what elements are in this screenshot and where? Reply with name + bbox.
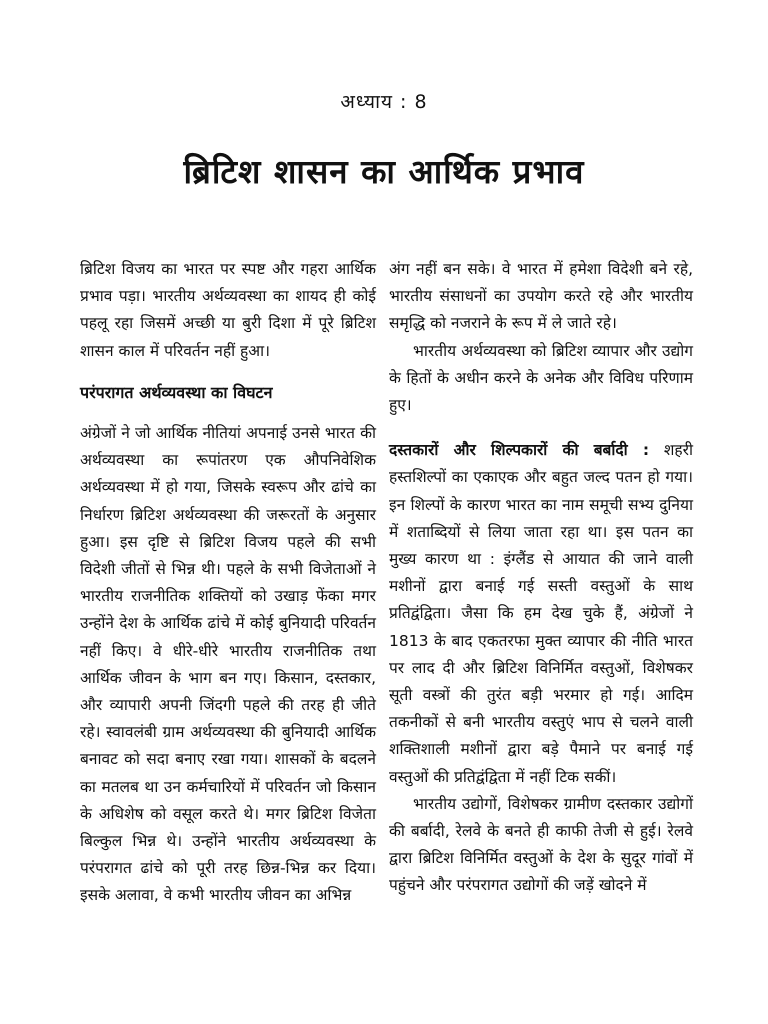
chapter-label: अध्याय : 8	[340, 91, 428, 113]
right-column	[389, 256, 693, 900]
body-paragraph: अंग्रेजों ने जो आर्थिक नीतियां अपनाई उनसे भारत की अर्थव्यवस्था का रूपांतरण एक औपनिवेशिक अर्थव्यवस्था में हो गया, जिसके स्वरूप और ढांचे का निर्धारण ब्रिटिश अर्थव्यवस्था की जरूरतों के अनुसार हुआ। इस दृष्टि से ब्रिटिश विजय पहले की सभी विदेशी जीतों से भिन्न थी। पहले के सभी विजेताओं ने भारतीय राजनीतिक शक्तियों को उखाड़ फेंका मगर उन्होंने देश के आर्थिक ढांचे में कोई बुनियादी परिवर्तन नहीं किए। वे धीरे-धीरे भारतीय राजनीतिक तथा आर्थिक जीवन के भाग बन गए। किसान, दस्तकार, और व्यापारी अपनी जिंदगी पहले की तरह ही जीते रहे। स्वावलंबी ग्राम अर्थव्यवस्था की बुनियादी आर्थिक बनावट को सदा बनाए रखा गया। शासकों के बदलने का मतलब था उन कर्मचारियों में परिवर्तन जो किसान के अधिशेष को वसूल करते थे। मगर ब्रिटिश विजेता बिल्कुल भिन्न थे। उन्होंने भारतीय अर्थव्यवस्था के परंपरागत ढांचे को पूरी तरह छिन्न-भिन्न कर दिया। इसके अलावा, वे कभी भारतीय जीवन का अभिन्न	[80, 424, 376, 905]
section-heading: परंपरागत अर्थव्यवस्था का विघटन	[80, 382, 273, 402]
run-in-heading: दस्तकारों और शिल्पकारों की बर्बादी :	[389, 441, 650, 460]
intro-paragraph: ब्रिटिश विजय का भारत पर स्पष्ट और गहरा आर्थिक प्रभाव पड़ा। भारतीय अर्थव्यवस्था का शायद ही कोई पहलू रहा जिसमें अच्छी या बुरी दिशा में पूरे ब्रिटिश शासन काल में परिवर्तन नहीं हुआ।	[80, 260, 376, 360]
continued-paragraph: अंग नहीं बन सके। वे भारत में हमेशा विदेशी बने रहे, भारतीय संसाधनों का उपयोग करते रहे और भारतीय समृद्धि को नजराने के रूप में ले जाते रहे।	[389, 260, 693, 333]
left-column	[80, 256, 376, 910]
body-paragraph: भारतीय उद्योगों, विशेषकर ग्रामीण दस्तकार उद्योगों की बर्बादी, रेलवे के बनते ही काफी तेजी से हुई। रेलवे द्वारा ब्रिटिश विनिर्मित वस्तुओं के देश के सुदूर गांवों में पहुंचने और परंपरागत उद्योगों की जड़ें खोदने में	[389, 794, 693, 895]
body-paragraph: भारतीय अर्थव्यवस्था को ब्रिटिश व्यापार और उद्योग के हितों के अधीन करने के अनेक और विविध परिणाम हुए।	[389, 341, 693, 415]
chapter-title: ब्रिटिश शासन का आर्थिक प्रभाव	[183, 152, 585, 191]
artisans-text: शहरी हस्तशिल्पों का एकाएक और बहुत जल्द पतन हो गया। इन शिल्पों के कारण भारत का नाम समूची सभ्य दुनिया में शताब्दियों से लिया जाता रहा था। इस पतन का मुख्य कारण था : इंग्लैंड से आयात की जाने वाली मशीनों द्वारा बनाई गई सस्ती वस्तुओं के साथ प्रतिद्वंद्विता। जैसा कि हम देख चुके हैं, अंग्रेजों ने 1813 के बाद एकतरफा मुक्त व्यापार की नीति भारत पर लाद दी और ब्रिटिश विनिर्मित वस्तुओं, विशेषकर सूती वस्त्रों की तुरंत बड़ी भरमार हो गई। आदिम तकनीकों से बनी भारतीय वस्तुएं भाप से चलने वाली शक्तिशाली मशीनों द्वारा बड़े पैमाने पर बनाई गई वस्तुओं की प्रतिद्वंद्विता में नहीं टिक सकीं।	[389, 441, 693, 786]
artisans-paragraph	[389, 437, 693, 791]
